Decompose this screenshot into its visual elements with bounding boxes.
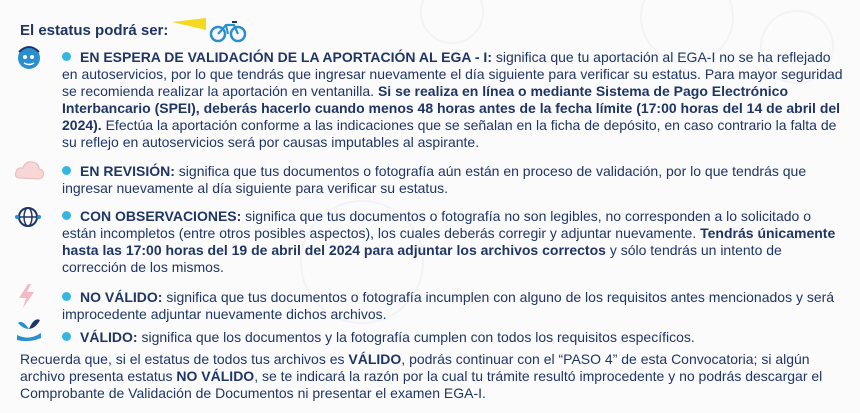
status-highlight: Si se realiza en línea o mediante Sistema de Pago Electrónico Interbancario (SPEI), deberás hacerlo cuando menos 48 horas antes de la fecha límite (17:00 horas del 14 de abril del 2024). <box>62 83 841 133</box>
globe-network-icon <box>14 203 42 236</box>
background-decoration <box>420 0 484 44</box>
closing-text: Recuerda que, si el estatus de todos tus archivos es <box>20 351 345 367</box>
status-highlight: Tendrás únicamente hasta las 17:00 horas del 19 de abril del 2024 para adjuntar los archivos correctos <box>62 225 836 258</box>
person-head-icon <box>14 44 44 77</box>
bullet-icon <box>62 332 71 341</box>
status-item <box>62 208 848 276</box>
status-term: EN REVISIÓN: <box>80 163 175 179</box>
status-term: CON OBSERVACIONES: <box>80 208 242 224</box>
status-description-tail: Efectúa la aportación conforme a las indicaciones que se señalan en la ficha de depósito, en caso contrario la falta de su reflejo en autoservicios será por causas imputables al aspirante. <box>62 117 837 150</box>
lightning-icon <box>14 283 40 314</box>
status-term: NO VÁLIDO: <box>80 289 163 305</box>
valid-keyword: VÁLIDO <box>348 351 402 367</box>
status-description-tail: y sólo tendrás un intento de corrección de los mismos. <box>62 242 782 275</box>
status-header <box>20 16 252 44</box>
bullet-icon <box>62 292 71 301</box>
status-term: VÁLIDO: <box>80 329 138 345</box>
status-item <box>62 49 848 151</box>
closing-paragraph <box>20 351 850 402</box>
status-item <box>62 289 848 323</box>
status-description: significa que tus documentos o fotografía no son legibles, no corresponden a lo solicitado o están incompletos (entre otros posibles aspectos), los cuales deberás corregir y adjuntar nuevamente. <box>62 208 811 241</box>
status-item <box>62 329 848 346</box>
closing-text: , podrás continuar con el “PASO 4” de esta Convocatoria; si algún archivo presenta estatus <box>20 351 810 384</box>
status-term: EN ESPERA DE VALIDACIÓN DE LA APORTACIÓN AL EGA - I: <box>80 49 492 65</box>
cloud-icon <box>14 158 46 189</box>
status-description: significa que tu aportación al EGA-I no se ha reflejado en autoservicios, por lo que tendrás que ingresar nuevamente el día siguiente para verificar su estatus. Para mayor seguridad se recomienda realizar la aportación en ventanilla. <box>62 49 843 99</box>
status-item <box>62 163 848 197</box>
bicycle-icon <box>172 16 252 44</box>
plant-hand-icon <box>14 315 44 348</box>
section-heading: El estatus podrá ser: <box>20 21 169 39</box>
status-description: significa que tus documentos o fotografía incumplen con alguno de los requisitos antes mencionados y será improcedente adjuntar nuevamente dichos archivos. <box>62 289 835 322</box>
status-description: significa que tus documentos o fotografía aún están en proceso de validación, por lo que tendrás que ingresar nuevamente al día siguiente para verificar su estatus. <box>62 163 807 196</box>
bullet-icon <box>62 211 71 220</box>
bullet-icon <box>62 52 71 61</box>
not-valid-keyword: NO VÁLIDO <box>176 368 255 384</box>
status-description: significa que los documentos y la fotografía cumplen con todos los requisitos específicos. <box>141 329 695 345</box>
bullet-icon <box>62 166 71 175</box>
closing-text: , se te indicará la razón por la cual tu trámite resultó improcedente y no podrás descargar el Comprobante de Validación de Documentos ni presentar el examen EGA-I. <box>20 368 823 401</box>
